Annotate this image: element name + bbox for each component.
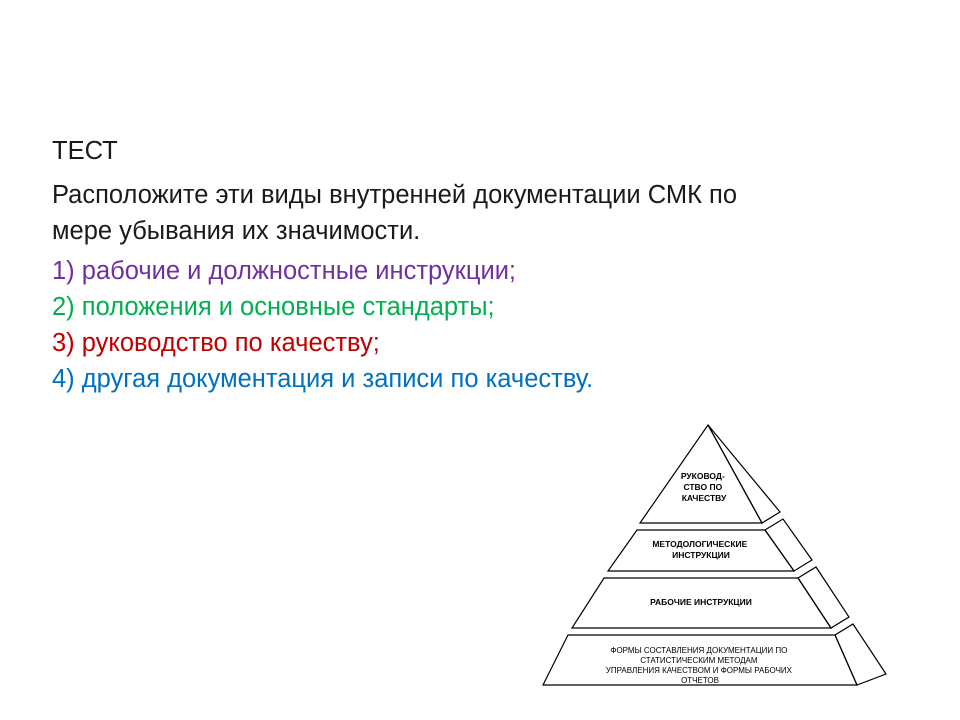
text-block <box>52 133 912 397</box>
option-2: 2) положения и основные стандарты; <box>52 293 495 321</box>
option-3: 3) руководство по качеству; <box>52 329 380 357</box>
svg-text:РАБОЧИЕ ИНСТРУКЦИИ <box>650 597 752 607</box>
svg-text:МЕТОДОЛОГИЧЕСКИЕ ИНСТРУК <box>652 539 749 560</box>
pyramid-level-4-line-3: УПРАВЛЕНИЯ КАЧЕСТВОМ И ФОРМЫ РАБОЧИХ <box>605 666 792 675</box>
pyramid-level-1-line-2: СТВО ПО <box>683 482 723 492</box>
question-line-2: мере убывания их значимости. <box>52 217 421 245</box>
question <box>52 177 912 249</box>
question-line-1: Расположите эти виды внутренней документации СМК по <box>52 181 738 209</box>
pyramid-level-4-line-2: СТАТИСТИЧЕСКИМ МЕТОДАМ <box>640 656 758 665</box>
pyramid-level-3-line-1: РАБОЧИЕ ИНСТРУКЦИИ <box>650 597 752 607</box>
document-pyramid <box>540 420 890 690</box>
pyramid-level-2-line-2: ИНСТРУКЦИИ <box>672 550 730 560</box>
pyramid-level-1-line-1: РУКОВОД- <box>680 471 725 481</box>
svg-text:РУКОВОД- СТВО ПО К <box>681 471 727 503</box>
pyramid-level-1-line-3: КАЧЕСТВУ <box>681 493 727 503</box>
option-1: 1) рабочие и должностные инструкции; <box>52 257 517 285</box>
pyramid-level-4-line-4: ОТЧЕТОВ <box>681 676 719 685</box>
pyramid-level-3-side <box>798 567 849 628</box>
pyramid-level-4-line-1: ФОРМЫ СОСТАВЛЕНИЯ ДОКУМЕНТАЦИИ ПО <box>610 646 788 655</box>
options-list <box>52 253 912 397</box>
option-4: 4) другая документация и записи по качеству. <box>52 365 594 393</box>
pyramid-level-2-line-1: МЕТОДОЛОГИЧЕСКИЕ <box>652 539 748 549</box>
pyramid-level-4-side <box>835 624 886 685</box>
slide-title: ТЕСТ <box>52 137 118 165</box>
svg-text:ФОРМЫ СОСТАВЛЕНИЯ ДОКУМЕНТАЦИИ <box>606 646 794 685</box>
pyramid-level-2-side <box>765 519 812 571</box>
